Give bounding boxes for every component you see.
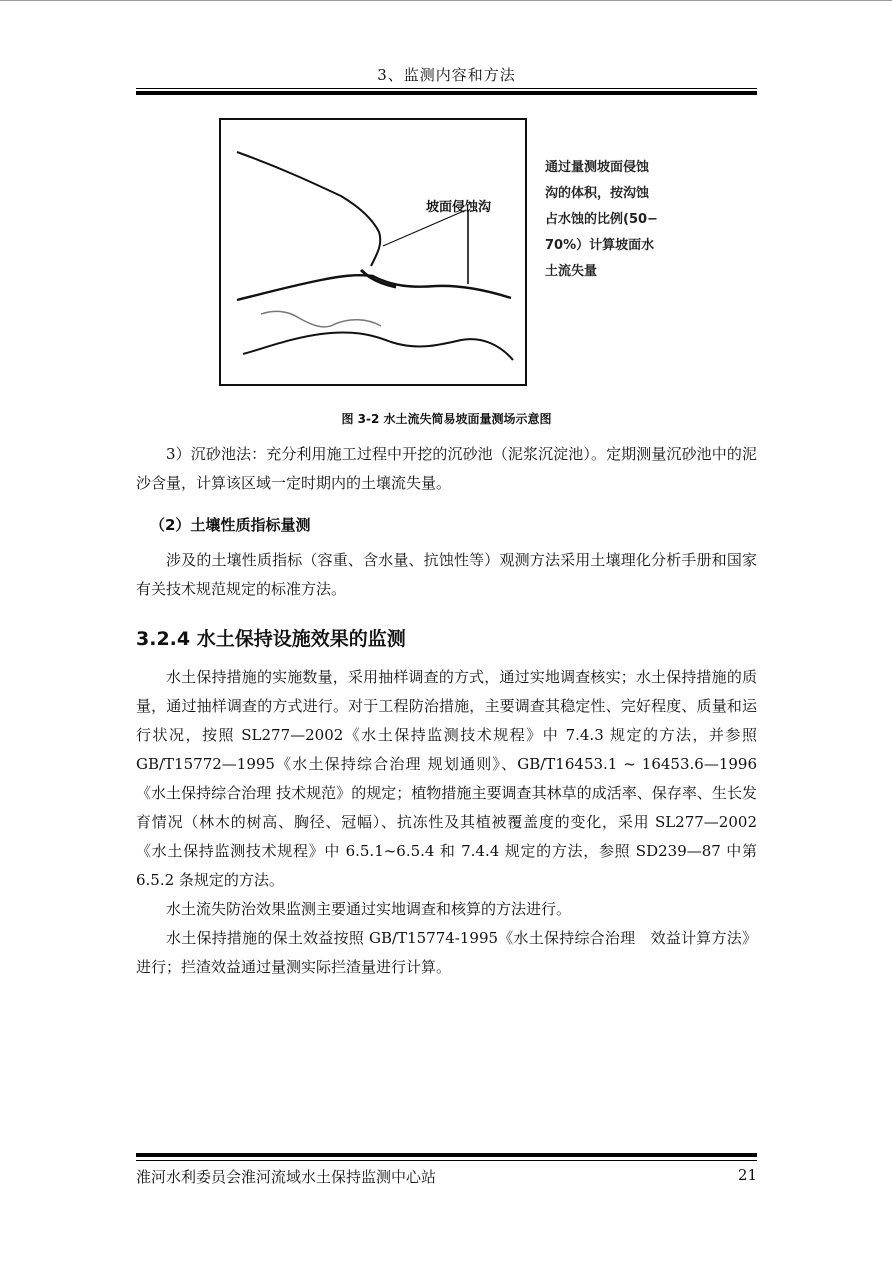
section-heading-3-2-4: 3.2.4 水土保持设施效果的监测 xyxy=(136,628,406,650)
figure-side-note xyxy=(545,155,690,285)
upper-slope-line xyxy=(237,152,380,266)
paragraph-soil-indicators xyxy=(136,546,757,604)
pointer-line-left xyxy=(383,210,466,246)
paragraph: 水土保持措施的实施数量，采用抽样调查的方式，通过实地调查核实；水土保持措施的质量，通过抽样调查的方式进行。对于工程防治措施，主要调查其稳定性、完好程度、质量和运行状况，按照 SL277—2002《水土保持监测技术规程》中 7.4.3 规定的方法，并参照 GB/T15772—1995《水土保持综合治理 规划通则》、GB/T16453.1 ~ 16453.6—1996《水土保持综合治理 技术规范》的规定；植物措施主要调查其林草的成活率、保存率、生长发育情况（林木的树高、胸径、冠幅）、抗冻性及其植被覆盖度的变化，采用 SL277—2002《水土保持监测技术规程》中 6.5.1~6.5.4 和 7.4.4 规定的方法，参照 SD239—87 中第 6.5.2 条规定的方法。 xyxy=(136,668,757,889)
paragraph: 水土流失防治效果监测主要通过实地调查和核算的方法进行。 xyxy=(166,900,572,918)
slope-diagram xyxy=(221,120,525,384)
section-body xyxy=(136,663,757,982)
side-note-line: 土流失量 xyxy=(545,264,598,279)
page-number: 21 xyxy=(737,1166,757,1184)
paragraph: 涉及的土壤性质指标（容重、含水量、抗蚀性等）观测方法采用土壤理化分析手册和国家有关技术规范规定的标准方法。 xyxy=(136,551,757,598)
side-note-line: 占水蚀的比例(50− xyxy=(545,212,658,227)
subheading-soil-properties: （2）土壤性质指标量测 xyxy=(150,516,311,534)
footer-rule-thick xyxy=(136,1153,757,1157)
paragraph-settling-pond xyxy=(136,440,757,498)
paragraph: 水土保持措施的保土效益按照 GB/T15774-1995《水土保持综合治理 效益计算方法》进行；拦渣效益通过量测实际拦渣量进行计算。 xyxy=(136,929,757,976)
header-rule-thin xyxy=(136,88,757,89)
figure-caption: 图 3-2 水土流失简易坡面量测场示意图 xyxy=(341,412,552,426)
side-note-line: 70%）计算坡面水 xyxy=(545,238,655,253)
footer-organization: 淮河水利委员会淮河流域水土保持监测中心站 xyxy=(136,1168,437,1186)
page-top-edge xyxy=(0,0,892,1)
running-header: 3、监测内容和方法 xyxy=(377,66,516,84)
side-note-line: 通过量测坡面侵蚀 xyxy=(545,160,650,175)
header-rule-thick xyxy=(136,91,757,95)
paragraph: 3）沉砂池法：充分利用施工过程中开挖的沉砂池（泥浆沉淀池）。定期测量沉砂池中的泥沙含量，计算该区域一定时期内的土壤流失量。 xyxy=(136,445,757,492)
footer-rule-thin xyxy=(136,1160,757,1161)
gully-label: 坡面侵蚀沟 xyxy=(426,200,492,215)
lower-slope-line xyxy=(243,332,513,360)
lower-light-line xyxy=(261,311,381,327)
side-note-line: 沟的体积，按沟蚀 xyxy=(545,186,650,201)
figure-frame xyxy=(219,118,527,386)
